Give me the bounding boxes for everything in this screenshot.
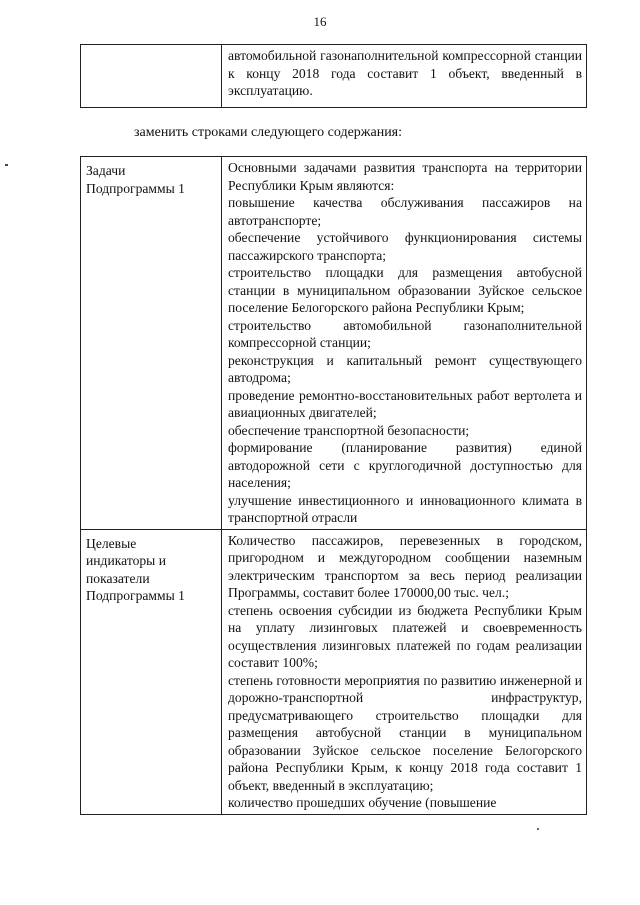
replace-instruction: заменить строками следующего содержания: (134, 125, 403, 140)
table-content-cell (222, 157, 587, 530)
table-label-cell (81, 45, 222, 108)
paragraph: количество прошедших обучение (повышение (228, 795, 497, 810)
label-line: индикаторы и (86, 553, 166, 568)
paragraph: Основными задачами развития транспорта на территории Республики Крым являются: (228, 160, 582, 193)
label-line: Задачи (86, 163, 126, 178)
paragraph: улучшение инвестиционного и инновационного климата в транспортной отрасли (228, 492, 582, 525)
paragraph: проведение ремонтно-восстановительных работ вертолета и авиационных двигателей; (228, 387, 582, 420)
paragraph: строительство площадки для размещения автобусной станции в муниципальном образовании Зуйское сельское поселение Белогорского района Республики Крым; (228, 265, 582, 315)
paragraph: Количество пассажиров, перевезенных в городском, пригородном и междугородном сообщении наземным электрическим транспортом за весь период реализации Программы, составит более 170000,00 тыс. чел.; (228, 532, 582, 600)
table-label-cell (81, 157, 222, 530)
scan-mark (537, 828, 539, 830)
paragraph: автомобильной газонаполнительной компрессорной станции к концу 2018 года составит 1 объект, введенный в эксплуатацию. (228, 48, 582, 98)
paragraph: степень освоения субсидии из бюджета Республики Крым на уплату лизинговых платежей и своевременность осуществления лизинговых платежей по годам реализации составит 100%; (228, 602, 582, 670)
label-line: Подпрограммы 1 (86, 588, 185, 603)
paragraph: степень готовности мероприятия по развитию инженерной и дорожно-транспортной инфраструктур, предусматривающего строительство площадки для размещения автобусной станции в муниципальном образовании Зуйское сельское поселение Белогорского района Республики Крым, к концу 2018 года составит 1 объект, введенный в эксплуатацию; (228, 672, 582, 793)
paragraph: строительство автомобильной газонаполнительной компрессорной станции; (228, 317, 582, 350)
table-content-cell (222, 45, 587, 108)
label-line: Подпрограммы 1 (86, 180, 185, 196)
main-table (80, 156, 587, 815)
table-row (81, 157, 587, 530)
scan-mark (5, 164, 8, 166)
table-content-cell (222, 529, 587, 814)
table-row (81, 529, 587, 814)
paragraph: повышение качества обслуживания пассажиров на автотранспорте; (228, 195, 582, 228)
paragraph: формирование (планирование развития) единой автодорожной сети с круглогодичной доступностью для населения; (228, 440, 582, 490)
top-table (80, 44, 587, 108)
label-line: показатели (86, 570, 150, 586)
paragraph: обеспечение транспортной безопасности; (228, 422, 470, 438)
table-row (81, 45, 587, 108)
label-line: Целевые (86, 535, 137, 551)
paragraph: обеспечение устойчивого функционирования системы пассажирского транспорта; (228, 230, 582, 263)
page-number: 16 (313, 14, 327, 29)
table-label-cell (81, 529, 222, 814)
paragraph: реконструкция и капитальный ремонт существующего автодрома; (228, 352, 582, 385)
